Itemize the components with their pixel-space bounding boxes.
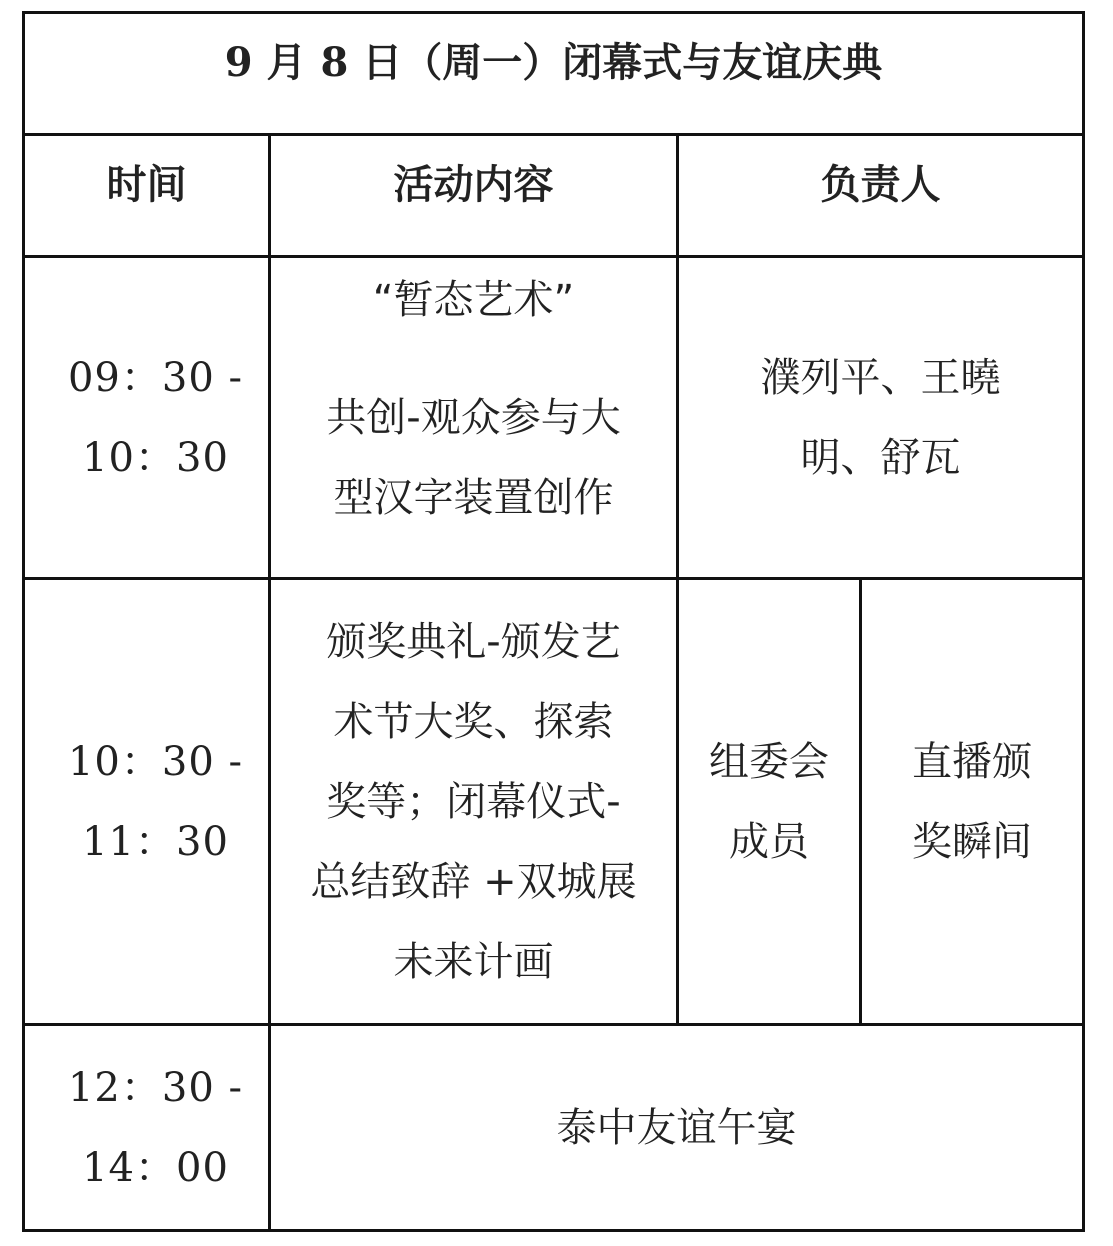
time-cell <box>24 1025 270 1231</box>
time-line: 09：30 - <box>67 354 244 401</box>
table-row <box>24 257 1084 579</box>
note-line: 直播颁 <box>912 738 1032 785</box>
activity-line: “暂态艺术” <box>372 277 575 323</box>
table-row <box>24 1025 1084 1231</box>
line-spacer <box>281 342 666 378</box>
owner-line: 成员 <box>729 818 809 865</box>
note-cell <box>861 579 1084 1025</box>
time-line: 10：30 <box>82 434 229 481</box>
time-line: 12：30 - <box>67 1064 244 1111</box>
title-row <box>24 13 1084 135</box>
header-row <box>24 135 1084 257</box>
owner-cell <box>678 257 1084 579</box>
owner-cell <box>678 579 861 1025</box>
activity-line: 术节大奖、探索 <box>333 698 614 745</box>
activity-line: 颁奖典礼-颁发艺 <box>326 618 621 665</box>
time-line: 10：30 - <box>67 738 244 785</box>
page-title: 9 月 8 日（周一）闭幕式与友谊庆典 <box>24 13 1084 135</box>
activity-line: 泰中友谊午宴 <box>556 1104 797 1151</box>
time-cell <box>24 257 270 579</box>
schedule-table <box>22 11 1085 1232</box>
owner-line: 濮列平、王曉 <box>760 354 1001 401</box>
owner-line: 组委会 <box>709 738 829 785</box>
activity-line: 型汉字装置创作 <box>333 475 614 521</box>
time-cell <box>24 579 270 1025</box>
column-header-activity: 活动内容 <box>270 135 678 257</box>
note-line: 奖瞬间 <box>912 818 1032 865</box>
time-line: 14：00 <box>82 1144 229 1191</box>
activity-line: 奖等；闭幕仪式- <box>326 778 621 825</box>
column-header-time: 时间 <box>24 135 270 257</box>
activity-cell <box>270 579 678 1025</box>
activity-line: 共创-观众参与大 <box>326 395 621 441</box>
owner-line: 明、舒瓦 <box>800 434 961 481</box>
time-line: 11：30 <box>82 818 229 865</box>
activity-line: 总结致辞 +双城展 <box>310 858 637 905</box>
activity-line: 未来计画 <box>393 938 554 985</box>
activity-cell <box>270 257 678 579</box>
table-row <box>24 579 1084 1025</box>
column-header-owner: 负责人 <box>678 135 1084 257</box>
activity-cell <box>270 1025 1084 1231</box>
